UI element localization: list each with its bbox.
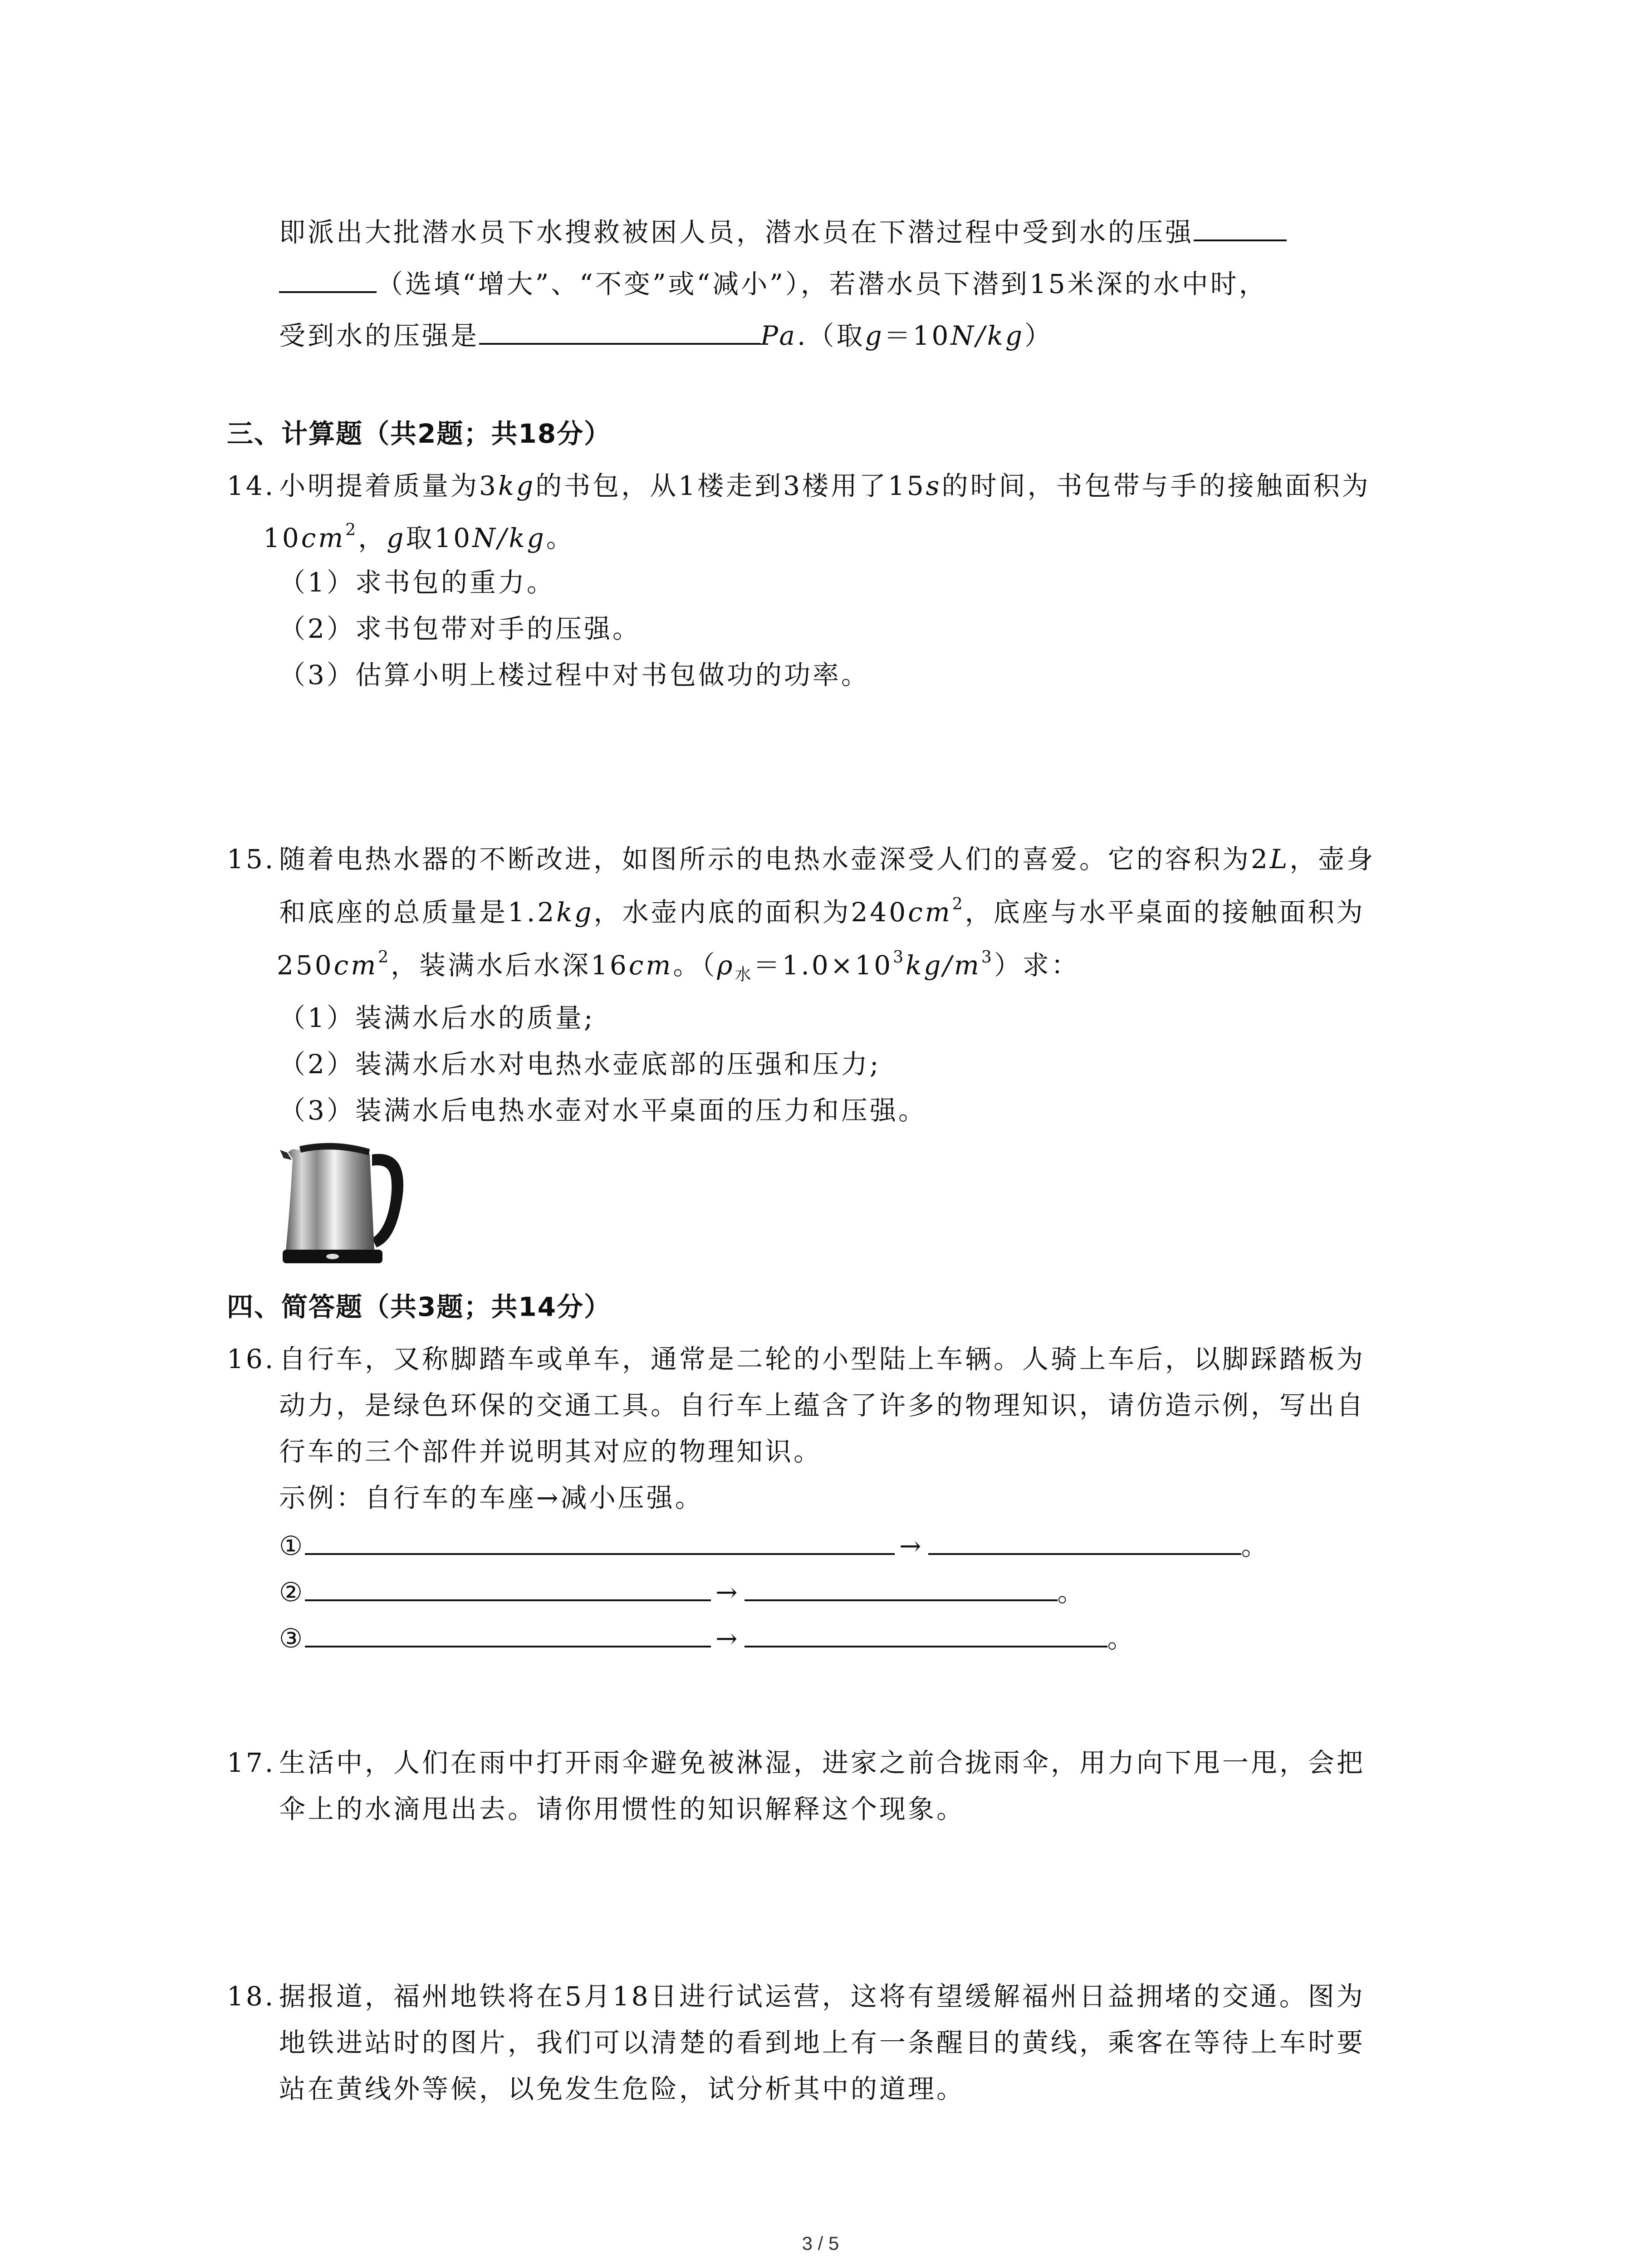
q14-part-3: （3）估算小明上楼过程中对书包做功的功率。 xyxy=(279,660,870,690)
q17-line-1: 生活中，人们在雨中打开雨伞避免被淋湿，进家之前合拢雨伞，用力向下甩一甩，会把 xyxy=(279,1747,1366,1778)
q16-answer-row-1: ① → 。 xyxy=(279,1528,1270,1562)
q18-line-2: 地铁进站时的图片，我们可以清楚的看到地上有一条醒目的黄线，乘客在等待上车时要 xyxy=(279,2027,1366,2058)
marker-2: ② xyxy=(279,1577,305,1608)
q14-part-1: （1）求书包的重力。 xyxy=(279,567,555,598)
marker-1: ① xyxy=(279,1530,305,1561)
q14-part-2: （2）求书包带对手的压强。 xyxy=(279,613,641,644)
answer-blank[interactable] xyxy=(305,1528,895,1555)
page-number: 3 / 5 xyxy=(802,2233,839,2254)
q17-line-2: 伞上的水滴甩出去。请你用惯性的知识解释这个现象。 xyxy=(279,1794,965,1824)
q16-line-2: 动力，是绿色环保的交通工具。自行车上蕴含了许多的物理知识，请仿造示例，写出自 xyxy=(279,1390,1366,1421)
q18-line-3: 站在黄线外等候，以免发生危险，试分析其中的道理。 xyxy=(279,2073,965,2104)
q15-part-2: （2）装满水后水对电热水壶底部的压强和压力; xyxy=(279,1049,881,1080)
q16-answer-row-3: ③ → 。 xyxy=(279,1620,1136,1655)
answer-blank[interactable] xyxy=(305,1620,711,1647)
q13-line-3: 受到水的压强是 Pa.（取g＝10N/kg） xyxy=(279,318,1053,352)
q17-number: 17. xyxy=(227,1747,276,1778)
answer-blank[interactable] xyxy=(1194,214,1287,241)
answer-blank[interactable] xyxy=(279,266,377,293)
answer-blank[interactable] xyxy=(479,318,760,345)
marker-3: ③ xyxy=(279,1623,305,1654)
q13-line-1 xyxy=(279,214,1287,249)
q15-line-3: $250cm^2$，装满水后水深16cm。$(\rho_水=1.0\times 10^3kg/m^3)$求： xyxy=(277,948,1080,984)
electric-kettle-image xyxy=(279,1136,411,1277)
q15-line-1: 随着电热水器的不断改进，如图所示的电热水壶深受人们的喜爱。它的容积为2L，壶身 xyxy=(279,844,1376,875)
q14-line-1: 小明提着质量为3kg的书包，从1楼走到3楼用了15s的时间，书包带与手的接触面积为 xyxy=(279,470,1371,501)
q14-number: 14. xyxy=(227,470,276,501)
answer-blank[interactable] xyxy=(745,1574,1058,1601)
q15-part-1: （1）装满水后水的质量; xyxy=(279,1002,595,1033)
q16-line-3: 行车的三个部件并说明其对应的物理知识。 xyxy=(279,1436,823,1467)
q16-line-1: 自行车，又称脚踏车或单车，通常是二轮的小型陆上车辆。人骑上车后，以脚踩踏板为 xyxy=(279,1344,1366,1374)
q13-text-1: 即派出大批潜水员下水搜救被困人员，潜水员在下潜过程中受到水的压强 xyxy=(279,217,1194,248)
answer-blank[interactable] xyxy=(745,1620,1107,1647)
q15-line-2: 和底座的总质量是1.2kg，水壶内底的面积为$240cm^2$，底座与水平桌面的接触面积为 xyxy=(279,895,1365,928)
q18-line-1: 据报道，福州地铁将在5月18日进行试运营，这将有望缓解福州日益拥堵的交通。图为 xyxy=(279,1981,1365,2012)
q14-line-2: $10cm^2$，g取10N/kg。 xyxy=(263,521,575,553)
answer-blank[interactable] xyxy=(305,1574,711,1601)
answer-blank[interactable] xyxy=(928,1528,1241,1555)
q13-text-2: （选填“增大”、“不变”或“减小”），若潜水员下潜到15米深的水中时， xyxy=(377,269,1268,299)
q16-example: 示例：自行车的车座→减小压强。 xyxy=(279,1482,704,1513)
q16-number: 16. xyxy=(227,1344,276,1374)
q15-part-3: （3）装满水后电热水壶对水平桌面的压力和压强。 xyxy=(279,1095,927,1126)
section-heading-short-answer: 四、简答题（共3题；共14分） xyxy=(227,1291,612,1322)
q13-line-2 xyxy=(279,266,1268,300)
q16-answer-row-2: ② → 。 xyxy=(279,1574,1086,1608)
section-heading-calculation: 三、计算题（共2题；共18分） xyxy=(227,418,612,449)
q15-number: 15. xyxy=(227,844,276,875)
q18-number: 18. xyxy=(227,1981,276,2012)
